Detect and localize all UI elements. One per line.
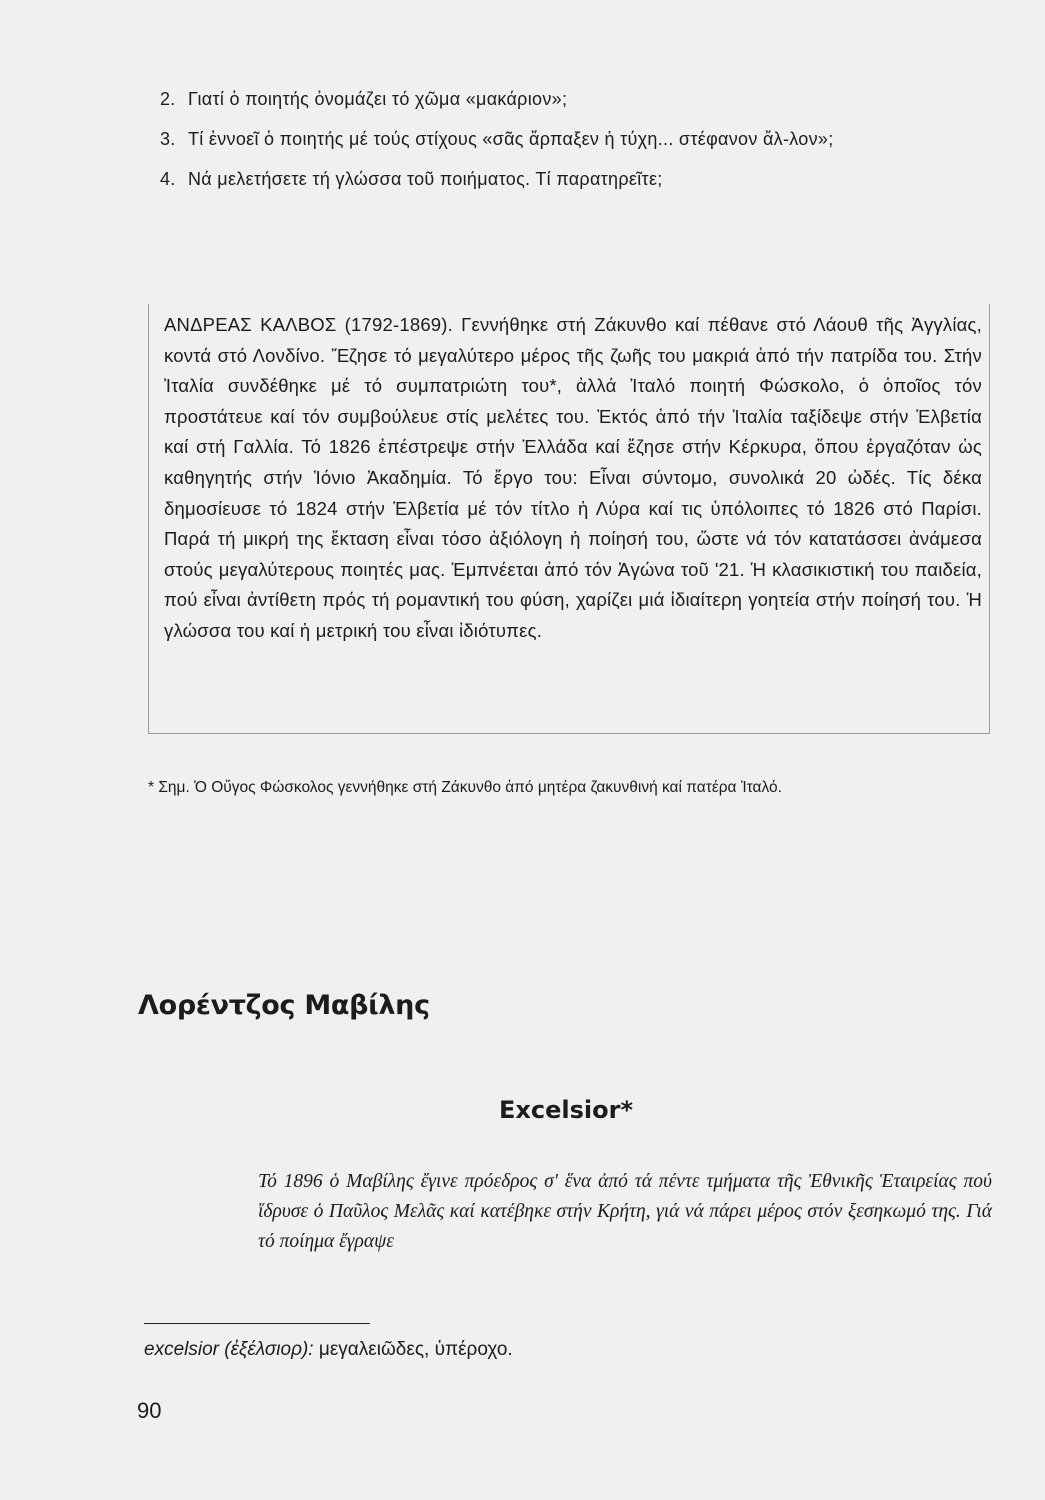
footnote-divider — [144, 1323, 370, 1324]
question-item — [160, 166, 990, 192]
question-text: Τί ἐννοεῖ ὁ ποιητής μέ τούς στίχους «σᾶς ἅρπαξεν ἡ τύχη... στέφανον ἄλ-λον»; — [188, 129, 834, 149]
question-item — [160, 86, 990, 112]
question-number: 2. — [160, 89, 176, 109]
glossary-definition: μεγαλειῶδες, ὑπέροχο. — [318, 1339, 513, 1360]
question-number: 4. — [160, 169, 176, 189]
question-text: Νά μελετήσετε τή γλώσσα τοῦ ποιήματος. Τί παρατηρεῖτε; — [188, 169, 663, 189]
question-item — [160, 126, 990, 152]
biography-text: ΑΝΔΡΕΑΣ ΚΑΛΒΟΣ (1792-1869). Γεννήθηκε στή Ζάκυνθο καί πέθανε στό Λάουθ τῆς Ἀγγλίας, κοντά στό Λονδίνο. Ἔζησε τό μεγαλύτερο μέρος τῆς ζωῆς του μακριά ἀπό τήν πατρίδα του. Στήν Ἰταλία συνδέθηκε μέ τό συμπατριώτη του*, ἀλλά Ἰταλό ποιητή Φώσκολο, ὁ ὁποῖος τόν προστάτευε καί τόν συμβούλευε στίς μελέτες του. Ἐκτός ἀπό τήν Ἰταλία ταξίδεψε στήν Ἑλβετία καί στή Γαλλία. Τό 1826 ἐπέστρεψε στήν Ἑλλάδα καί ἔζησε στήν Κέρκυρα, ὅπου ἐργαζόταν ὡς καθηγητής στήν Ἰόνιο Ἀκαδημία. Τό ἔργο του: Εἶναι σύντομο, συνολικά 20 ὠδές. Τίς δέκα δημοσίευσε τό 1824 στήν Ἑλβετία μέ τόν τίτλο ἡ Λύρα καί τις ὑπόλοιπες τό 1826 στό Παρίσι. Παρά τή μικρή της ἔκταση εἶναι τόσο ἀξιόλογη ἡ ποίησή του, ὥστε νά τόν κατατάσσει ἀνάμεσα στούς μεγαλύτερους ποιητές μας. Ἐμπνέεται ἀπό τόν Ἀγώνα τοῦ '21. Ἡ κλασικιστική του παιδεία, πού εἶναι ἀντίθετη πρός τή ρομαντική του φύση, χαρίζει μιά ἰδιαίτερη γοητεία στήν ποίησή του. Ἡ γλώσσα του καί ἡ μετρική του εἶναι ἰδιότυπες. — [164, 314, 982, 641]
page-number: 90 — [137, 1398, 162, 1423]
biography-footnote: * Σημ. Ὁ Οὔγος Φώσκολος γεννήθηκε στή Ζάκυνθο ἀπό μητέρα ζακυνθινή καί πατέρα Ἰταλό. — [148, 779, 782, 796]
glossary-note — [144, 1338, 513, 1362]
poem-title: Excelsior* — [499, 1096, 633, 1124]
question-text: Γιατί ὁ ποιητής ὀνομάζει τό χῶμα «μακάριον»; — [188, 89, 568, 109]
poem-introduction: Τό 1896 ὁ Μαβίλης ἔγινε πρόεδρος σ' ἕνα ἀπό τά πέντε τμήματα τῆς Ἐθνικῆς Ἑταιρείας πού ἵδρυσε ὁ Παῦλος Μελᾶς καί κατέβηκε στήν Κρήτη, γιά νά πάρει μέρος στόν ξεσηκωμό της. Γιά τό ποίημα ἔγραψε — [258, 1171, 992, 1252]
glossary-term: excelsior (ἐξέλσιορ): — [144, 1339, 314, 1360]
question-number: 3. — [160, 129, 176, 149]
question-list — [160, 86, 990, 206]
poet-name-heading: Λορέντζος Μαβίλης — [138, 990, 430, 1021]
